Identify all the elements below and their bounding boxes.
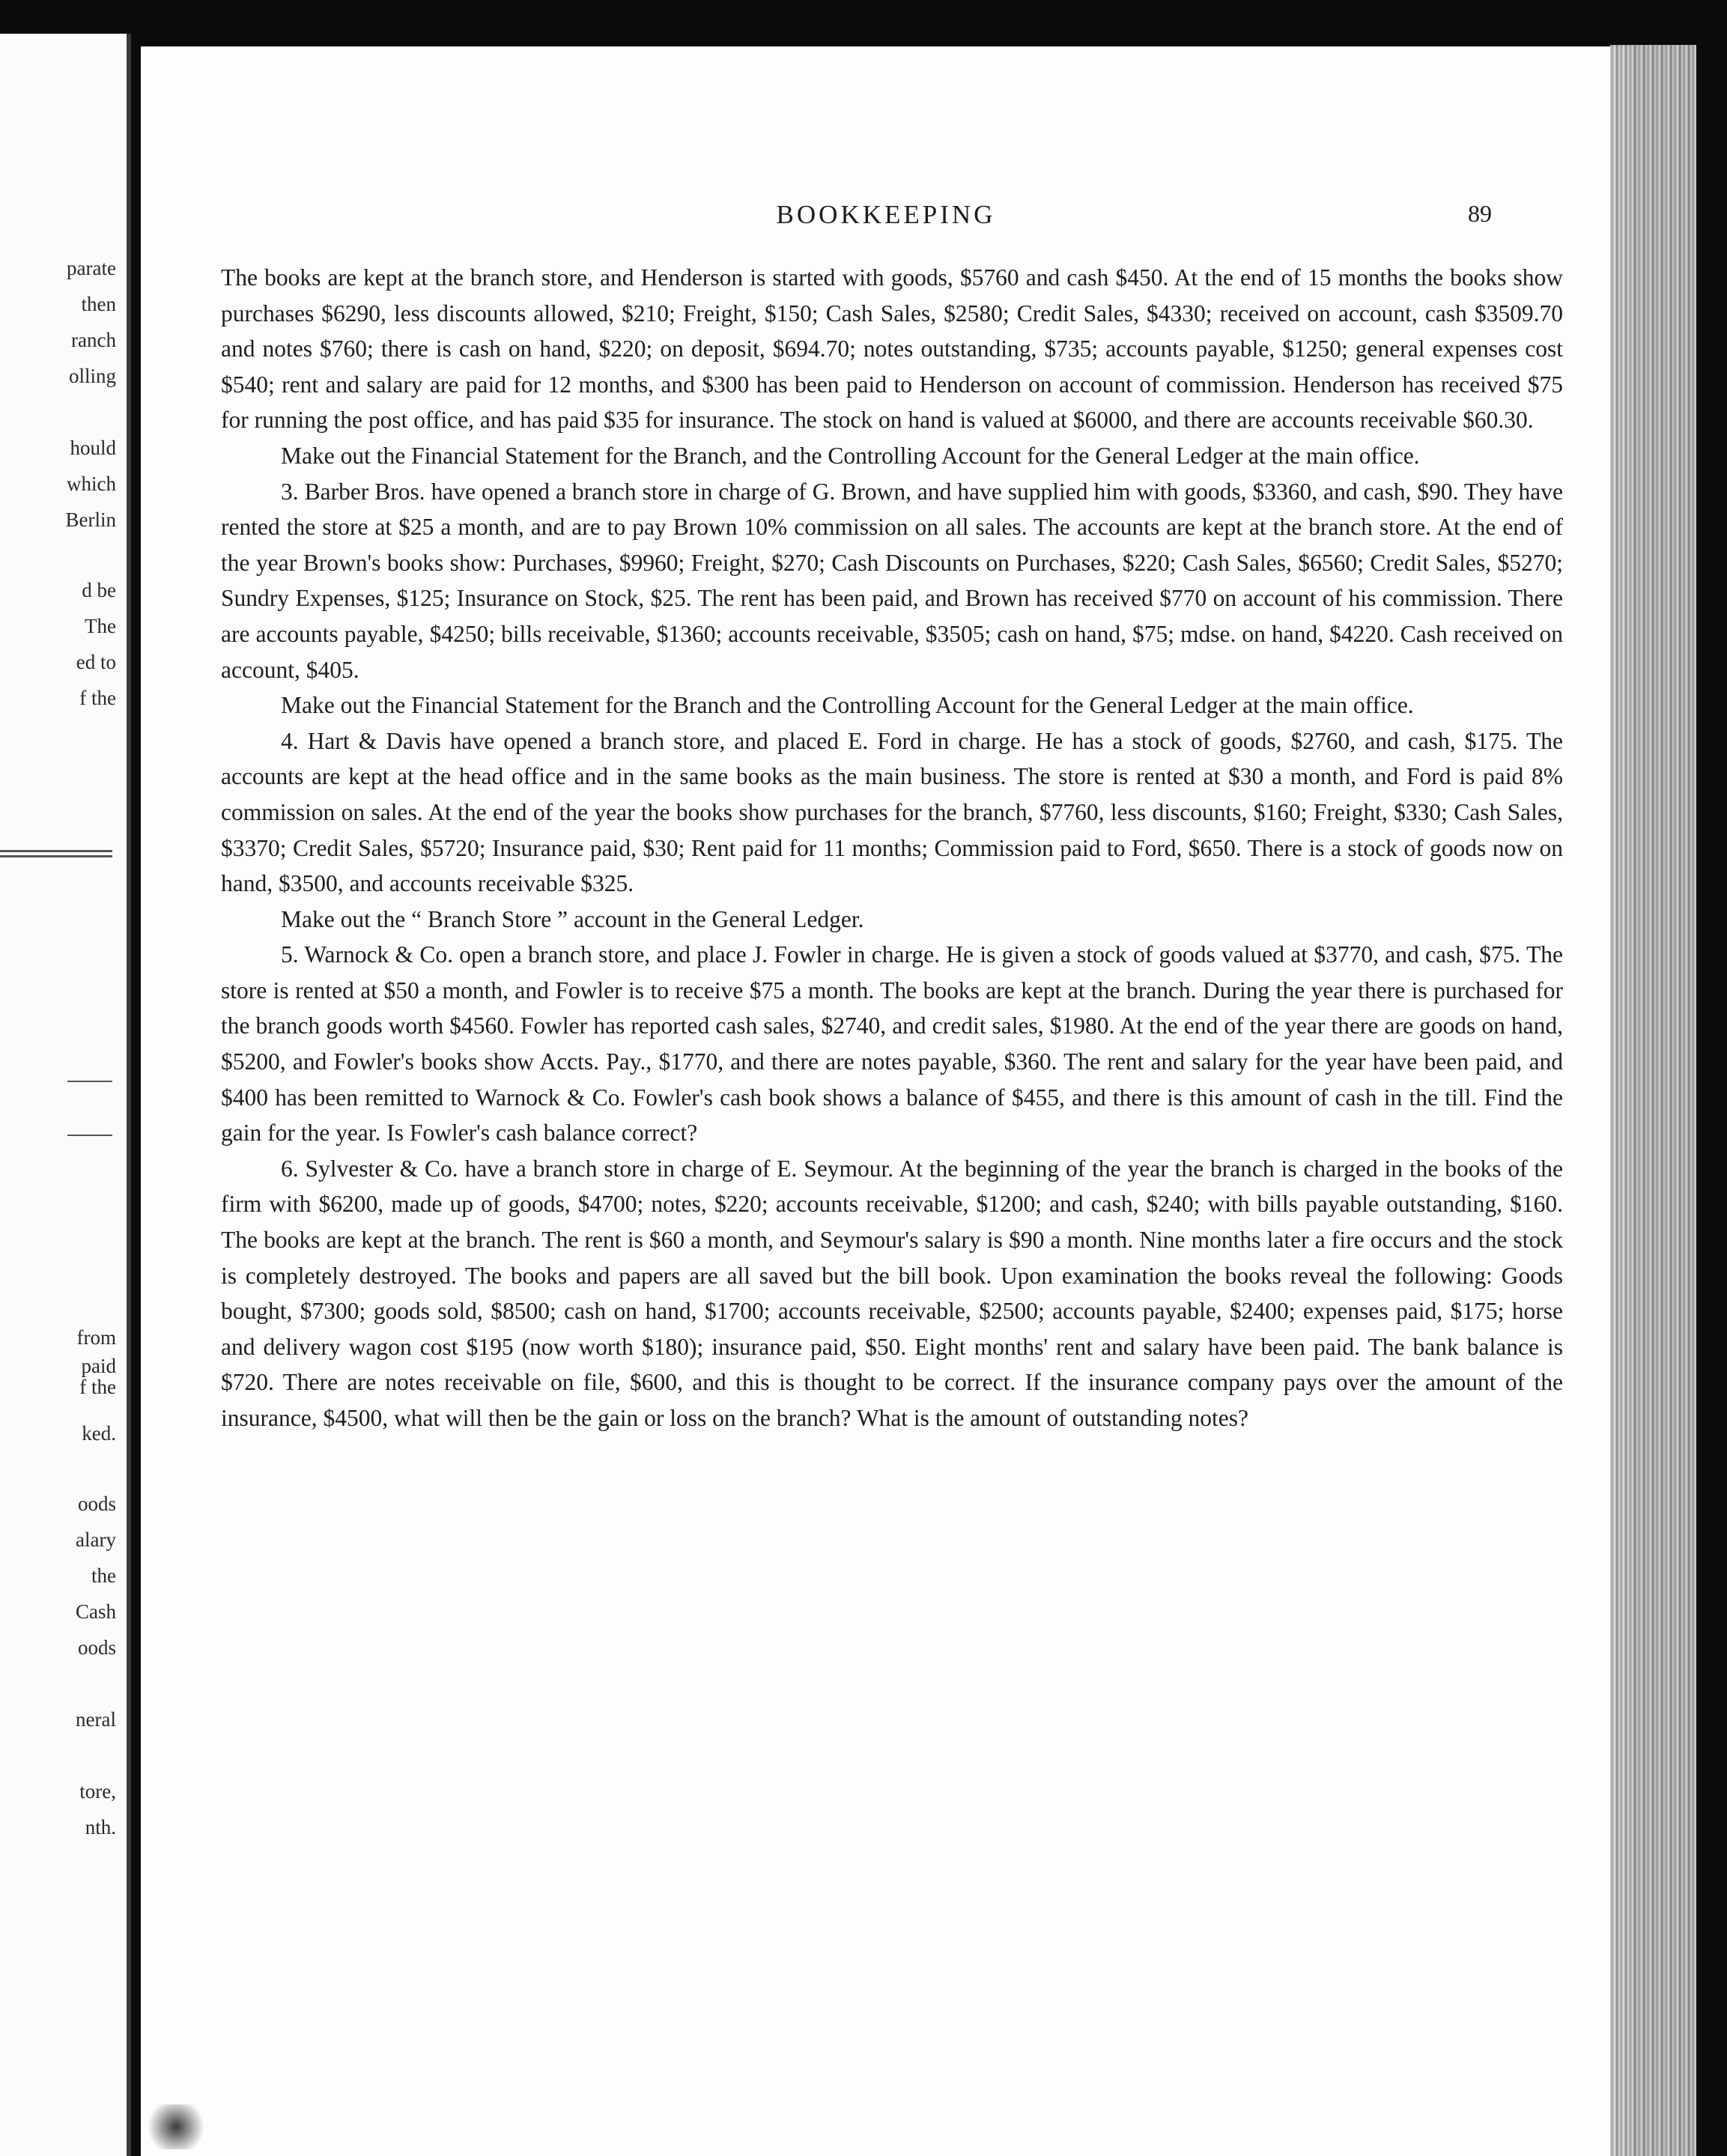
scan-smudge bbox=[142, 2104, 210, 2149]
left-page-fragment: f the bbox=[79, 687, 116, 709]
left-page-rule bbox=[0, 850, 112, 852]
paragraph-problem-6: 6. Sylvester & Co. have a branch store in charge of E. Seymour. At the beginning of the year the branch is charged in the books of the firm with $6200, made up of goods, $4700; notes, $220; accounts receivable, $1200; and cash, $240; with bills payable outstanding, $160. The books are kept at the branch. The rent is $60 a month, and Seymour's salary is $90 a month. Nine months later a fire occurs and the stock is completely destroyed. The books and papers are all saved but the bill book. Upon examination the books reveal the following: Goods bought, $7300; goods sold, $8500; cash on hand, $1700; accounts receivable, $2500; accounts payable, $2400; expenses paid, $175; horse and delivery wagon cost $195 (now worth $180); insurance paid, $50. Eight months' rent and salary have been paid. The bank balance is $720. There are notes receivable on file, $600, and this is thought to be correct. If the insurance company pays over the amount of the insurance, $4500, what will then be the gain or loss on the branch? What is the amount of outstanding notes? bbox=[221, 1155, 1563, 1431]
paragraph-problem-5: 5. Warnock & Co. open a branch store, and place J. Fowler in charge. He is given a stock of goods valued at $3770, and cash, $75. The store is rented at $50 a month, and Fowler is to receive $75 a month. The books are kept at the branch. During the year there is purchased for the branch goods worth $4560. Fowler has reported cash sales, $2740, and credit sales, $1980. At the end of the year there are goods on hand, $5200, and Fowler's books show Accts. Pay., $1770, and there are notes payable, $360. The rent and salary for the year have been paid, and $400 has been remitted to Warnock & Co. Fowler's cash book shows a balance of $455, and there is this amount of cash in the till. Find the gain for the year. Is Fowler's cash balance correct? bbox=[221, 941, 1563, 1147]
paragraph-problem-3: 3. Barber Bros. have opened a branch store in charge of G. Brown, and have supplied him with goods, $3360, and cash, $90. They have rented the store at $25 a month, and are to pay Brown 10% commission on all sales. The accounts are kept at the branch store. At the end of the year Brown's books show: Purchases, $9960; Freight, $270; Cash Discounts on Purchases, $220; Cash Sales, $6560; Credit Sales, $5270; Sundry Expenses, $125; Insurance on Stock, $25. The rent has been paid, and Brown has received $770 on account of his commission. There are accounts payable, $4250; bills receivable, $1360; accounts receivable, $3505; cash on hand, $75; mdse. on hand, $4220. Cash received on account, $405. bbox=[221, 478, 1563, 683]
left-page-fragment: parate bbox=[67, 257, 116, 279]
left-page-fragment: ked. bbox=[82, 1422, 116, 1445]
left-page-fragment: Berlin bbox=[65, 508, 116, 531]
left-page-rule bbox=[0, 855, 112, 857]
left-page-fragment: the bbox=[91, 1564, 116, 1587]
page-number: 89 bbox=[1468, 200, 1492, 227]
paragraph-instruction: Make out the Financial Statement for the Branch and the Controlling Account for the General Ledger at the main office. bbox=[281, 692, 1414, 719]
left-page-fragment: paid bbox=[81, 1355, 116, 1377]
left-page-fragment: f the bbox=[79, 1376, 116, 1398]
page-title: BOOKKEEPING bbox=[776, 200, 996, 229]
paragraph-instruction: Make out the Financial Statement for the Branch, and the Controlling Account for the General Ledger at the main office. bbox=[281, 442, 1420, 469]
paragraph-problem-2-continued: The books are kept at the branch store, and Henderson is started with goods, $5760 and cash $450. At the end of 15 months the books show purchases $6290, less discounts allowed, $210; Freight, $150; Cash Sales, $2580; Credit Sales, $4330; received on account, cash $3509.70 and notes $760; there is cash on hand, $220; on deposit, $694.70; notes outstanding, $735; accounts payable, $1250; general expenses cost $540; rent and salary are paid for 12 months, and $300 has been paid to Henderson on account of commission. Henderson has received $75 for running the post office, and has paid $35 for insurance. The stock on hand is valued at $6000, and there are accounts receivable $60.30. bbox=[221, 264, 1563, 434]
left-page-fragment: from bbox=[76, 1326, 116, 1349]
left-page-fragment: tore, bbox=[79, 1780, 116, 1803]
facing-page-edge bbox=[0, 34, 131, 2156]
left-page-fragment: ed to bbox=[76, 651, 116, 673]
left-page-fragment: oods bbox=[77, 1493, 116, 1515]
paragraph-problem-4: 4. Hart & Davis have opened a branch store, and placed E. Ford in charge. He has a stock of goods, $2760, and cash, $175. The accounts are kept at the head office and in the same books as the main business. The store is rented at $30 a month, and Ford is paid 8% commission on sales. At the end of the year the books show purchases for the branch, $7760, less discounts, $160; Freight, $330; Cash Sales, $3370; Credit Sales, $5720; Insurance paid, $30; Rent paid for 11 months; Commission paid to Ford, $650. There is a stock of goods now on hand, $3500, and accounts receivable $325. bbox=[221, 727, 1563, 897]
left-page-fragment: Cash bbox=[76, 1600, 116, 1623]
left-page-fragment: nth. bbox=[85, 1816, 116, 1838]
body-text bbox=[221, 260, 1563, 1436]
left-page-fragment: then bbox=[81, 293, 116, 315]
book-spine-edge bbox=[1610, 45, 1696, 2156]
left-page-fragment: The bbox=[85, 615, 116, 637]
book-page bbox=[141, 46, 1631, 2156]
left-page-fragment: olling bbox=[68, 365, 116, 387]
left-page-fragment: alary bbox=[76, 1528, 116, 1551]
left-page-fragment: neral bbox=[76, 1708, 116, 1731]
left-page-fragment: ranch bbox=[71, 329, 116, 351]
left-page-fragment: hould bbox=[70, 437, 116, 459]
left-page-rule bbox=[67, 1135, 112, 1136]
paragraph-instruction: Make out the “ Branch Store ” account in the General Ledger. bbox=[281, 905, 864, 932]
left-page-fragment: oods bbox=[77, 1636, 116, 1659]
left-page-fragment: d be bbox=[82, 579, 116, 601]
left-page-fragment: which bbox=[67, 473, 116, 495]
left-page-rule bbox=[67, 1081, 112, 1082]
